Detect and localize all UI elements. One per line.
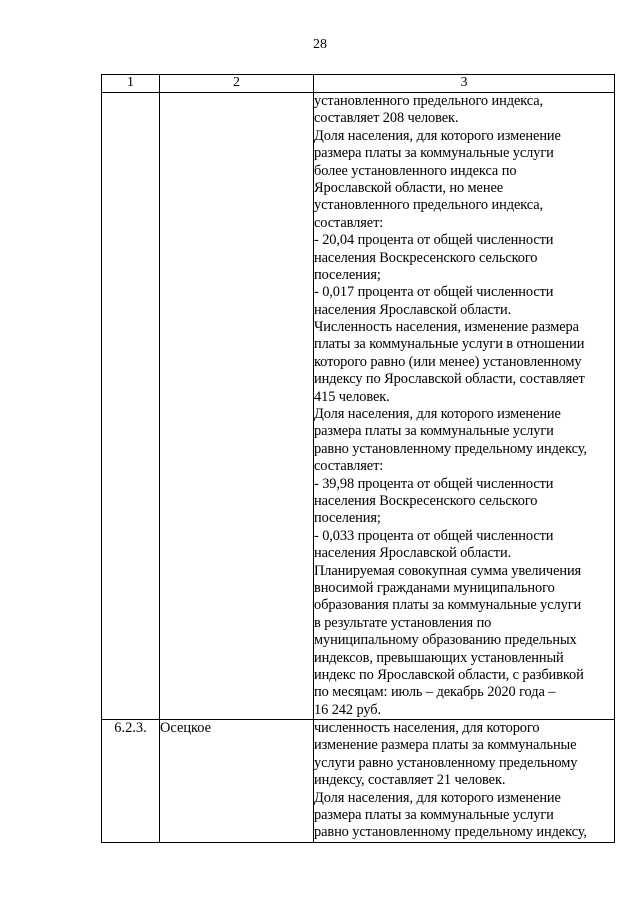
text-line: населения Воскресенского сельского xyxy=(314,249,538,266)
row-number-cell: 6.2.3. xyxy=(102,720,160,843)
text-line: изменение размера платы за коммунальные xyxy=(314,737,577,754)
text-line: - 20,04 процента от общей численности xyxy=(314,232,554,249)
text-line: вносимой гражданами муниципального xyxy=(314,579,555,596)
text-line: размера платы за коммунальные услуги xyxy=(314,423,554,440)
document-table xyxy=(101,74,615,843)
text-line: размера платы за коммунальные услуги xyxy=(314,145,554,162)
text-line: размера платы за коммунальные услуги xyxy=(314,807,554,824)
description-cell xyxy=(314,720,615,843)
text-line: населения Воскресенского сельского xyxy=(314,492,538,509)
text-line: более установленного индекса по xyxy=(314,162,517,179)
column-header-3: 3 xyxy=(314,75,615,93)
row-number-cell xyxy=(102,93,160,720)
text-line: численность населения, для которого xyxy=(314,720,540,737)
column-header-2: 2 xyxy=(160,75,314,93)
text-line: индекс по Ярославской области, с разбивкой xyxy=(314,666,584,683)
text-line: составляет: xyxy=(314,458,384,475)
text-line: Планируемая совокупная сумма увеличения xyxy=(314,562,582,579)
text-line: индексу, составляет 21 человек. xyxy=(314,772,506,789)
text-line: индексу по Ярославской области, составляет xyxy=(314,371,585,388)
text-line: услуги равно установленному предельному xyxy=(314,754,578,771)
text-line: Доля населения, для которого изменение xyxy=(314,789,561,806)
text-line: населения Ярославской области. xyxy=(314,545,512,562)
text-line: установленного предельного индекса, xyxy=(314,93,544,109)
text-line: - 0,033 процента от общей численности xyxy=(314,527,554,544)
text-line: 16 242 руб. xyxy=(314,701,382,718)
text-line: составляет 208 человек. xyxy=(314,110,459,127)
text-line: Доля населения, для которого изменение xyxy=(314,127,561,144)
table-header-row xyxy=(102,75,615,93)
text-line: Доля населения, для которого изменение xyxy=(314,406,561,423)
text-line: поселения; xyxy=(314,510,381,527)
text-line: установленного предельного индекса, xyxy=(314,197,544,214)
text-line: которого равно (или менее) установленному xyxy=(314,353,582,370)
text-line: индексов, превышающих установленный xyxy=(314,649,564,666)
text-line: составляет: xyxy=(314,214,384,231)
text-line: в результате установления по xyxy=(314,614,492,631)
text-line: муниципальному образованию предельных xyxy=(314,632,577,649)
text-line: 415 человек. xyxy=(314,388,390,405)
text-line: по месяцам: июль – декабрь 2020 года – xyxy=(314,684,556,701)
page-number: 28 xyxy=(313,37,327,52)
text-line: равно установленному предельному индексу, xyxy=(314,824,587,841)
text-line: - 0,017 процента от общей численности xyxy=(314,284,554,301)
description-cell xyxy=(314,93,615,720)
table-row xyxy=(102,720,615,843)
settlement-name-cell: Осецкое xyxy=(160,720,314,843)
text-line: поселения; xyxy=(314,266,381,283)
table-row xyxy=(102,93,615,720)
column-header-1: 1 xyxy=(102,75,160,93)
text-line: Ярославской области, но менее xyxy=(314,179,504,196)
text-line: - 39,98 процента от общей численности xyxy=(314,475,554,492)
settlement-name-cell xyxy=(160,93,314,720)
text-line: населения Ярославской области. xyxy=(314,301,512,318)
text-line: образования платы за коммунальные услуги xyxy=(314,597,582,614)
text-line: равно установленному предельному индексу, xyxy=(314,440,587,457)
text-line: платы за коммунальные услуги в отношении xyxy=(314,336,585,353)
text-line: Численность населения, изменение размера xyxy=(314,319,579,336)
